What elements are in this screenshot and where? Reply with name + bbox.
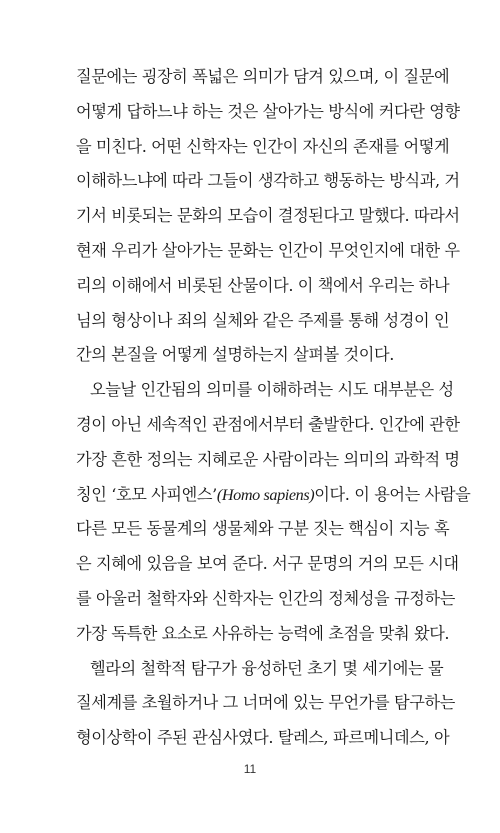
text-line-with-latin-term [76, 478, 471, 513]
text-line: 질세계를 초월하거나 그 너머에 있는 무언가를 탐구하는 [76, 693, 455, 713]
text-segment: 칭인 ‘호모 사피엔스’ [76, 484, 217, 504]
text-line: 은 지혜에 있음을 보여 준다. 서구 문명의 거의 모든 시대 [76, 554, 459, 574]
text-line: 간의 본질을 어떻게 설명하는지 살펴볼 것이다. [76, 345, 394, 365]
text-line: 를 아울러 철학자와 신학자는 인간의 정체성을 규정하는 [76, 588, 455, 608]
text-line: 이해하느냐에 따라 그들이 생각하고 행동하는 방식과, 거 [76, 171, 460, 191]
text-line: 질문에는 굉장히 폭넓은 의미가 담겨 있으며, 이 질문에 [76, 67, 450, 86]
text-line: 어떻게 답하느냐 하는 것은 살아가는 방식에 커다란 영향 [76, 101, 460, 121]
text-line: 가장 흔한 정의는 지혜로운 사람이라는 의미의 과학적 명 [76, 449, 460, 469]
text-line: 님의 형상이나 죄의 실체와 같은 주제를 통해 성경이 인 [76, 310, 450, 330]
text-line: 다른 모든 동물계의 생물체와 구분 짓는 핵심이 지능 혹 [76, 519, 450, 539]
text-line: 가장 독특한 요소로 사유하는 능력에 초점을 맞춰 왔다. [76, 623, 450, 643]
latin-term: (Homo sapiens) [216, 485, 315, 504]
text-line: 헬라의 철학적 탐구가 융성하던 초기 몇 세기에는 물 [90, 658, 444, 678]
text-segment: 이다. 이 용어는 사람을 [314, 484, 471, 504]
text-line: 을 미친다. 어떤 신학자는 인간이 자신의 존재를 어떻게 [76, 136, 450, 156]
text-line: 현재 우리가 살아가는 문화는 인간이 무엇인지에 대한 우 [76, 240, 460, 260]
body-text [76, 60, 471, 756]
text-line: 형이상학이 주된 관심사였다. 탈레스, 파르메니데스, 아 [76, 728, 450, 748]
text-line: 경이 아닌 세속적인 관점에서부터 출발한다. 인간에 관한 [76, 414, 460, 434]
page-number: 11 [243, 762, 257, 776]
text-line: 리의 이해에서 비롯된 산물이다. 이 책에서 우리는 하나 [76, 275, 450, 295]
text-line: 오늘날 인간됨의 의미를 이해하려는 시도 대부분은 성 [90, 380, 454, 400]
text-line: 기서 비롯되는 문화의 모습이 결정된다고 말했다. 따라서 [76, 206, 460, 226]
